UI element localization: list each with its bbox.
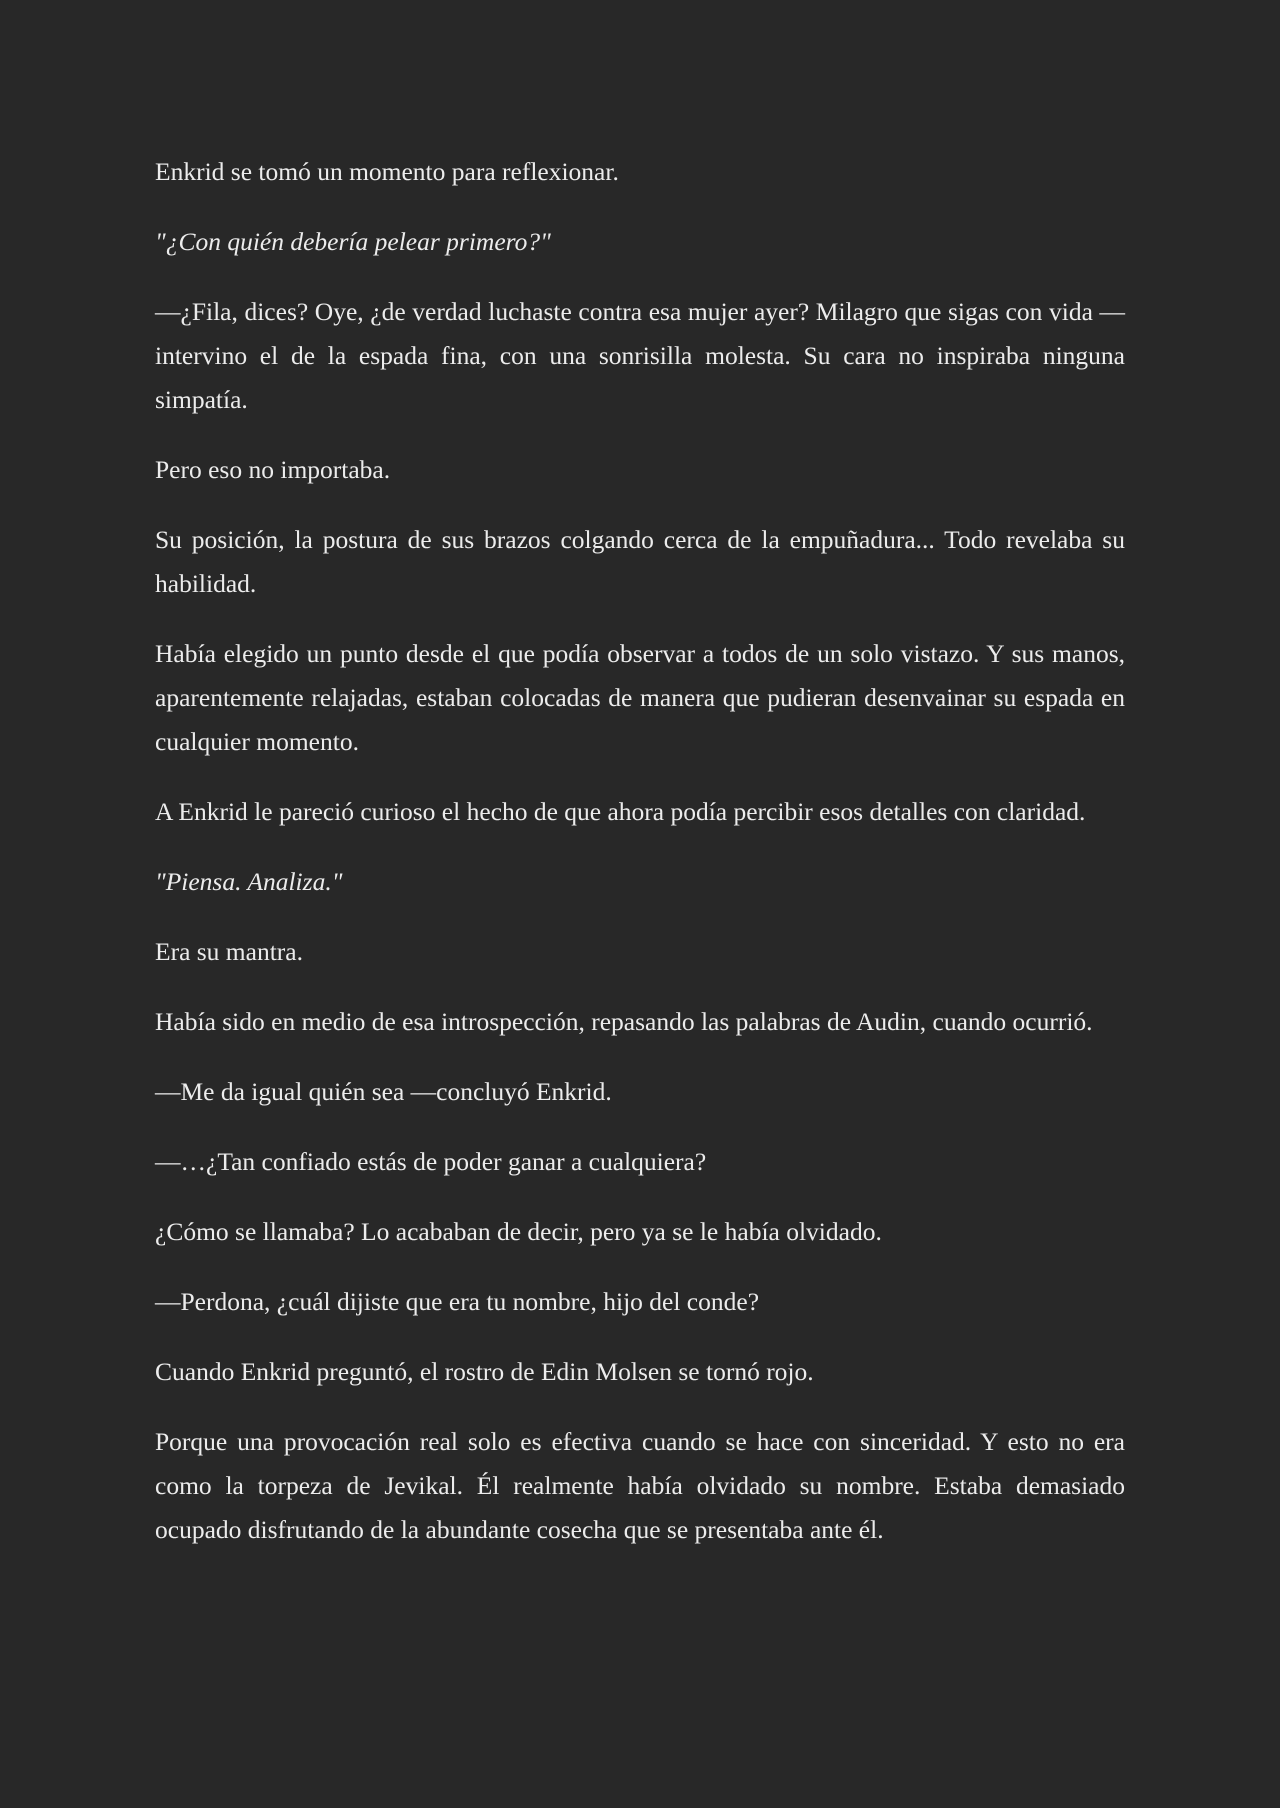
- paragraph: Había sido en medio de esa introspección, repasando las palabras de Audin, cuando ocurrió.: [155, 1007, 1093, 1036]
- paragraph: Su posición, la postura de sus brazos colgando cerca de la empuñadura... Todo revelaba su habilidad.: [155, 525, 1125, 598]
- paragraph-thought: "¿Con quién debería pelear primero?": [155, 227, 551, 256]
- paragraph: Había elegido un punto desde el que podía observar a todos de un solo vistazo. Y sus manos, aparentemente relajadas, estaban colocadas de manera que pudieran desenvainar su espada en cualquier momento.: [155, 639, 1125, 756]
- chapter-text: [155, 150, 1125, 1552]
- paragraph: —Perdona, ¿cuál dijiste que era tu nombre, hijo del conde?: [155, 1287, 760, 1316]
- paragraph: —Me da igual quién sea —concluyó Enkrid.: [155, 1077, 612, 1106]
- paragraph: Cuando Enkrid preguntó, el rostro de Edin Molsen se tornó rojo.: [155, 1357, 814, 1386]
- paragraph: Pero eso no importaba.: [155, 455, 391, 484]
- paragraph: —…¿Tan confiado estás de poder ganar a cualquiera?: [155, 1147, 707, 1176]
- paragraph: Era su mantra.: [155, 937, 303, 966]
- paragraph: A Enkrid le pareció curioso el hecho de que ahora podía percibir esos detalles con claridad.: [155, 797, 1086, 826]
- paragraph: Enkrid se tomó un momento para reflexionar.: [155, 157, 619, 186]
- paragraph: Porque una provocación real solo es efectiva cuando se hace con sinceridad. Y esto no era como la torpeza de Jevikal. Él realmente había olvidado su nombre. Estaba demasiado ocupado disfrutando de la abundante cosecha que se presentaba ante él.: [155, 1427, 1125, 1544]
- paragraph-thought: "Piensa. Analiza.": [155, 867, 343, 896]
- paragraph: ¿Cómo se llamaba? Lo acababan de decir, pero ya se le había olvidado.: [155, 1217, 882, 1246]
- paragraph: —¿Fila, dices? Oye, ¿de verdad luchaste contra esa mujer ayer? Milagro que sigas con vida —intervino el de la espada fina, con una sonrisilla molesta. Su cara no inspiraba ninguna simpatía.: [155, 297, 1125, 414]
